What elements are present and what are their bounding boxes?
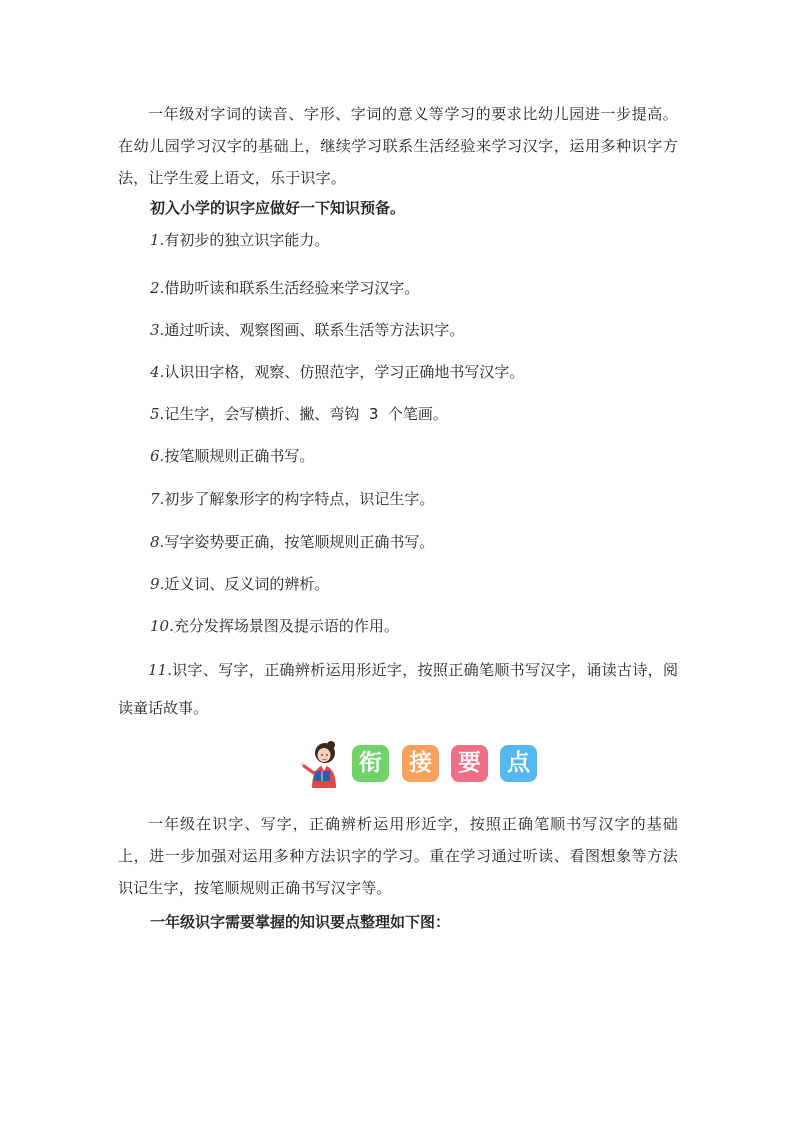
list-item <box>150 278 419 298</box>
item-text: 近义词、反义词的辨析。 <box>164 575 330 593</box>
item-number: 8. <box>150 533 165 551</box>
item-text: 初步了解象形字的构字特点，识记生字。 <box>164 490 435 508</box>
list-item <box>150 574 329 594</box>
section-banner <box>298 740 548 790</box>
banner-tile-1: 衔 <box>352 745 389 782</box>
item-number: 2. <box>150 279 165 297</box>
item-number: 4. <box>150 363 165 381</box>
item-number: 7. <box>150 490 165 508</box>
list-item <box>150 404 448 424</box>
item-number: 11. <box>148 661 172 679</box>
list-item <box>150 230 329 250</box>
item-number: 6. <box>150 447 165 465</box>
list-item <box>150 489 434 509</box>
item-text: 识字、写字，正确辨析运用形近字，按照正确笔顺书写汉字，诵读古诗，阅读童话故事。 <box>118 661 678 717</box>
item-number: 9. <box>150 575 165 593</box>
summary-heading: 一年级识字需要掌握的知识要点整理如下图： <box>150 913 451 931</box>
item-number: 5. <box>150 405 165 423</box>
intro-paragraph: 一年级对字词的读音、字形、字词的意义等学习的要求比幼儿园进一步提高。在幼儿园学习汉字的基础上，继续学习联系生活经验来学习汉字，运用多种识字方法，让学生爱上语文，乐于识字。 <box>118 105 678 187</box>
item-text: 认识田字格，观察、仿照范字，学习正确地书写汉字。 <box>164 363 525 381</box>
list-item <box>118 651 678 727</box>
teacher-illustration-icon <box>298 740 348 790</box>
banner-tile-2: 接 <box>402 745 439 782</box>
list-item <box>150 616 399 636</box>
banner-tile-4: 点 <box>500 745 537 782</box>
item-text: 按笔顺规则正确书写。 <box>164 447 315 465</box>
item-number: 10. <box>150 617 174 635</box>
item-text: 有初步的独立识字能力。 <box>164 231 330 249</box>
banner-tile-3: 要 <box>451 745 488 782</box>
transition-paragraph: 一年级在识字、写字，正确辨析运用形近字，按照正确笔顺书写汉字的基础上，进一步加强对运用多种方法识字的学习。重在学习通过听读、看图想象等方法识记生字，按笔顺规则正确书写汉字等。 <box>118 815 678 897</box>
list-item <box>150 532 434 552</box>
item-text: 写字姿势要正确，按笔顺规则正确书写。 <box>164 533 435 551</box>
item-number: 1. <box>150 231 165 249</box>
item-text: 通过听读、观察图画、联系生活等方法识字。 <box>164 321 465 339</box>
item-text: 充分发挥场景图及提示语的作用。 <box>173 617 399 635</box>
item-text: 借助听读和联系生活经验来学习汉字。 <box>164 279 420 297</box>
list-item <box>150 320 464 340</box>
prep-heading: 初入小学的识字应做好一下知识预备。 <box>150 199 406 217</box>
list-item <box>150 362 524 382</box>
item-text: 记生字，会写横折、撇、弯钩 3 个笔画。 <box>164 405 448 423</box>
item-number: 3. <box>150 321 165 339</box>
list-item <box>150 446 314 466</box>
